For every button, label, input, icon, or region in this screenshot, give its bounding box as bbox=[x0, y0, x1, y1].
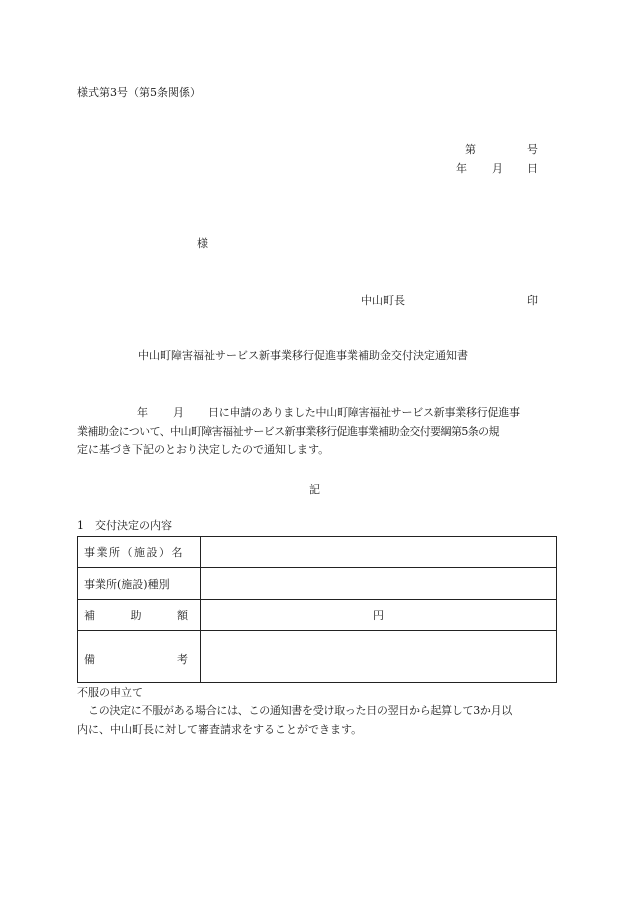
objection-heading: 不服の申立て bbox=[77, 686, 143, 699]
sender-name: 中山町長 bbox=[361, 294, 405, 307]
recipient-honorific: 様 bbox=[197, 237, 208, 250]
subsidy-amount-char-2: 助 bbox=[130, 609, 142, 622]
objection-line-1: この決定に不服がある場合には、この通知書を受け取った日の翌日から起算して3か月以 bbox=[88, 704, 512, 717]
table-row bbox=[78, 600, 557, 631]
remarks-label-spread bbox=[84, 651, 188, 667]
subsidy-amount-char-1: 補 bbox=[84, 609, 95, 622]
date-day-label: 日 bbox=[527, 162, 538, 175]
subsidy-amount-label-spread bbox=[84, 607, 188, 623]
facility-type-value bbox=[201, 568, 557, 600]
ki-marker: 記 bbox=[309, 483, 320, 496]
form-number: 様式第3号（第5条関係） bbox=[77, 86, 201, 99]
date-year-label: 年 bbox=[456, 162, 467, 175]
remarks-value bbox=[201, 631, 557, 683]
remarks-char-1: 備 bbox=[84, 653, 95, 666]
date-month-label: 月 bbox=[492, 162, 503, 175]
subsidy-amount-char-3: 額 bbox=[177, 609, 188, 622]
body-line-3: 定に基づき下記のとおり決定したので通知します。 bbox=[77, 443, 330, 456]
document-title: 中山町障害福祉サービス新事業移行促進事業補助金交付決定通知書 bbox=[138, 349, 468, 362]
document-number-suffix: 号 bbox=[527, 143, 538, 156]
facility-type-label bbox=[78, 568, 201, 600]
remarks-char-2: 考 bbox=[177, 653, 188, 666]
objection-line-2: 内に、中山町長に対して審査請求をすることができます。 bbox=[77, 723, 363, 736]
section-heading: 1 交付決定の内容 bbox=[77, 519, 172, 532]
body-line-1: 日に申請のありました中山町障害福祉サービス新事業移行促進事 bbox=[208, 406, 520, 419]
remarks-label bbox=[78, 631, 201, 683]
table-row bbox=[78, 568, 557, 600]
subsidy-amount-value: 円 bbox=[201, 600, 557, 631]
body-line-2: 業補助金について、中山町障害福祉サービス新事業移行促進事業補助金交付要綱第5条の規 bbox=[77, 425, 499, 438]
facility-name-label-text: 事業所（施設）名 bbox=[84, 546, 184, 559]
seal-mark: 印 bbox=[527, 294, 538, 307]
facility-name-value bbox=[201, 537, 557, 568]
facility-type-label-text: 事業所(施設)種別 bbox=[84, 577, 170, 591]
body-date-year: 年 bbox=[137, 406, 148, 419]
table-row bbox=[78, 537, 557, 568]
document-number-prefix: 第 bbox=[465, 143, 476, 156]
decision-table bbox=[77, 536, 557, 683]
body-date-month: 月 bbox=[173, 406, 184, 419]
subsidy-amount-label bbox=[78, 600, 201, 631]
table-row bbox=[78, 631, 557, 683]
facility-name-label bbox=[78, 537, 201, 568]
